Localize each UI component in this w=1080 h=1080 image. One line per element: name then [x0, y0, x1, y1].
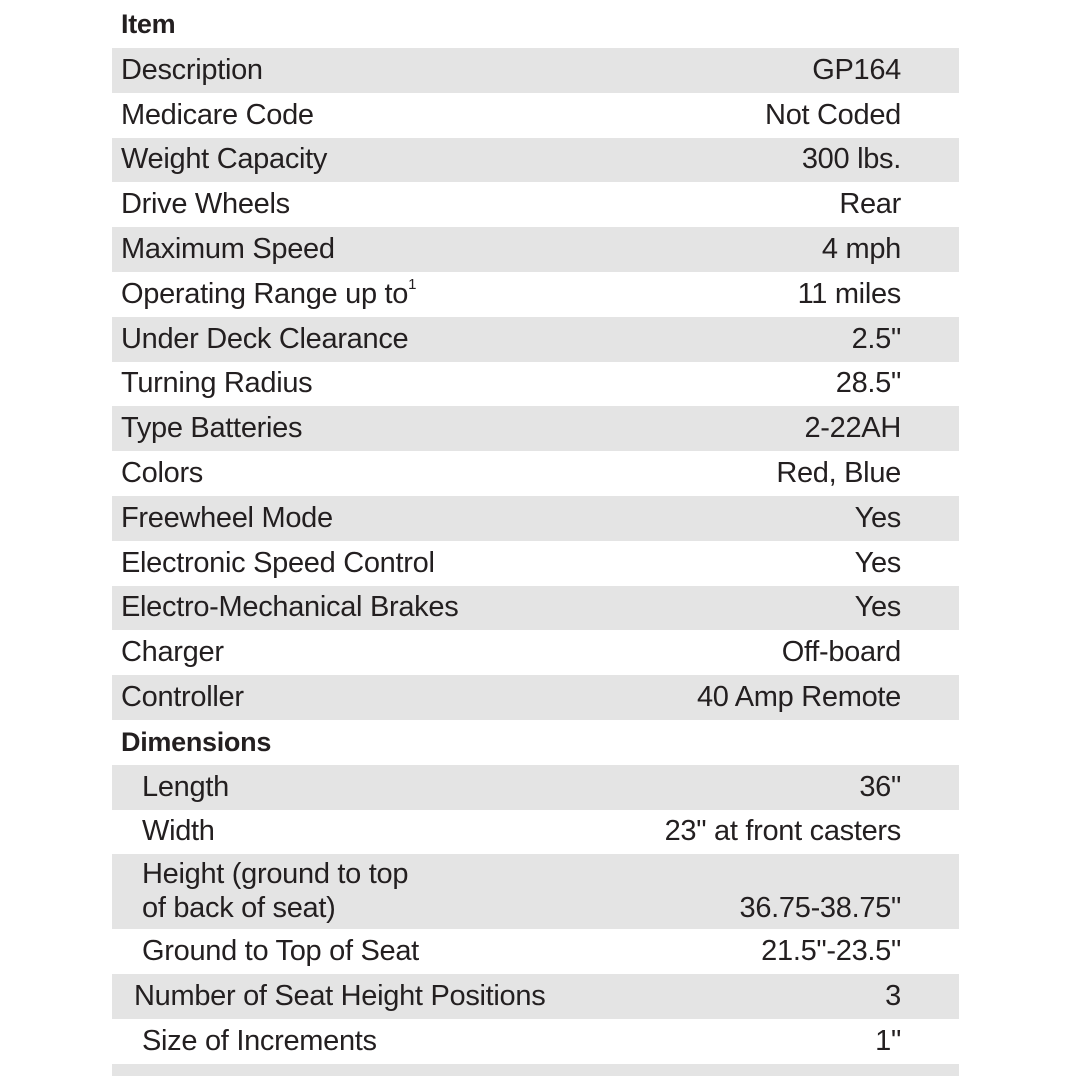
table-row-under-deck-clearance	[112, 317, 959, 362]
table-row-type-batteries	[112, 406, 959, 451]
row-label: Description	[121, 53, 263, 86]
row-label: Freewheel Mode	[121, 501, 333, 534]
row-value: Yes	[854, 501, 901, 534]
row-value: 300 lbs.	[801, 143, 901, 176]
table-row-operating-range	[112, 272, 959, 317]
row-value: Off-board	[781, 636, 901, 669]
row-label: Drive Wheels	[121, 188, 290, 221]
table-row-width	[112, 810, 959, 855]
row-label: Colors	[121, 457, 203, 490]
row-value: 36"	[859, 770, 901, 803]
row-value: 11 miles	[797, 277, 901, 310]
row-value: GP164	[812, 53, 901, 86]
row-value: Not Coded	[765, 98, 901, 131]
row-label: Length	[142, 770, 229, 803]
table-row-length	[112, 765, 959, 810]
row-label: Size of Increments	[142, 1024, 377, 1057]
row-value: 3	[885, 980, 901, 1013]
table-row-height	[112, 854, 959, 929]
row-label: Operating Range up to	[121, 277, 409, 310]
row-label: Ground to Top of Seat	[142, 935, 419, 968]
row-value: Rear	[839, 188, 901, 221]
row-label: Number of Seat Height Positions	[134, 980, 546, 1013]
row-value: 36.75-38.75"	[739, 892, 901, 925]
spec-table	[112, 0, 959, 1076]
row-label-line-2: of back of seat)	[142, 892, 336, 925]
table-row-maximum-speed	[112, 227, 959, 272]
table-bottom-shade	[112, 1064, 959, 1076]
row-label: Width	[142, 815, 215, 848]
row-value: 23" at front casters	[664, 815, 901, 848]
row-value: 1"	[875, 1024, 901, 1057]
table-header	[112, 0, 959, 48]
row-label: Weight Capacity	[121, 143, 328, 176]
row-value: 2.5"	[851, 322, 901, 355]
row-label	[142, 857, 408, 925]
table-row-turning-radius	[112, 362, 959, 407]
footnote-marker: 1	[408, 275, 417, 293]
row-value: 28.5"	[835, 367, 901, 400]
row-label: Maximum Speed	[121, 233, 335, 266]
row-label: Electro-Mechanical Brakes	[121, 591, 459, 624]
row-label: Under Deck Clearance	[121, 322, 409, 355]
row-label-wrap	[121, 275, 417, 311]
row-label: Electronic Speed Control	[121, 546, 435, 579]
table-row-increments	[112, 1019, 959, 1064]
table-row-controller	[112, 675, 959, 720]
table-row-brakes	[112, 586, 959, 631]
row-value: 2-22AH	[804, 412, 901, 445]
row-value: 4 mph	[821, 233, 901, 266]
row-label: Charger	[121, 636, 224, 669]
row-value: Yes	[854, 546, 901, 579]
row-label: Type Batteries	[121, 412, 303, 445]
dimensions-heading	[112, 720, 959, 765]
row-label: Controller	[121, 681, 244, 714]
row-value: Red, Blue	[776, 457, 901, 490]
table-row-seat-positions	[112, 974, 959, 1019]
row-value: 21.5"-23.5"	[761, 935, 901, 968]
table-row-charger	[112, 630, 959, 675]
row-label: Turning Radius	[121, 367, 313, 400]
header-label: Item	[121, 8, 176, 39]
row-label: Medicare Code	[121, 98, 314, 131]
section-title: Dimensions	[121, 726, 272, 757]
row-value: 40 Amp Remote	[696, 681, 901, 714]
table-row-description	[112, 48, 959, 93]
table-row-drive-wheels	[112, 182, 959, 227]
table-row-colors	[112, 451, 959, 496]
row-label-line-1: Height (ground to top	[142, 858, 409, 891]
table-row-electronic-speed-control	[112, 541, 959, 586]
table-row-ground-to-seat	[112, 929, 959, 974]
table-row-freewheel-mode	[112, 496, 959, 541]
row-value: Yes	[854, 591, 901, 624]
table-row-medicare-code	[112, 93, 959, 138]
table-row-weight-capacity	[112, 138, 959, 183]
